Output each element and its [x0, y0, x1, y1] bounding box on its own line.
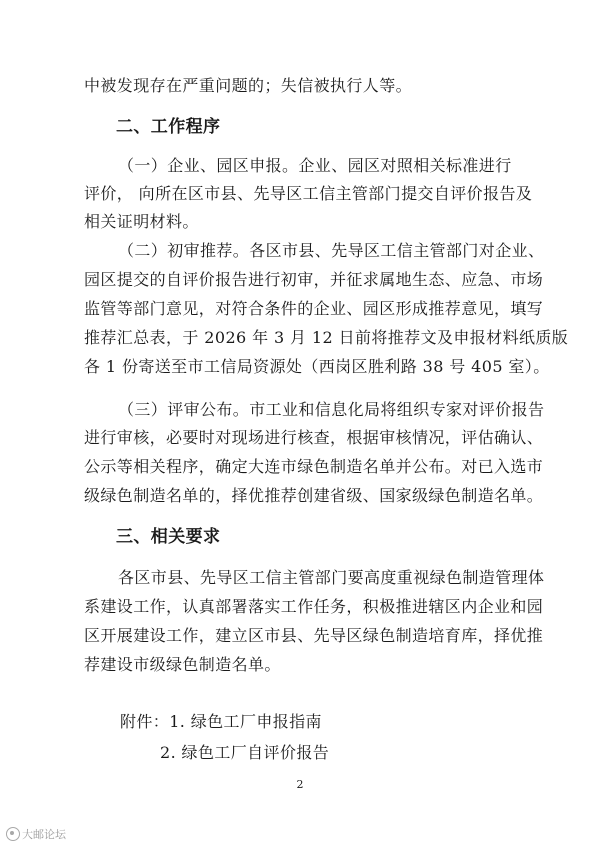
- text-line: （一）企业、园区申报。企业、园区对照相关标准进行: [118, 156, 512, 175]
- text-line: 荐建设市级绿色制造名单。: [84, 655, 281, 674]
- text-line: 中被发现存在严重问题的；失信被执行人等。: [84, 76, 413, 95]
- section-heading-requirements: 三、相关要求: [116, 527, 221, 547]
- text-line: 推荐汇总表，于 2026 年 3 月 12 日前将推荐文及申报材料纸质版: [84, 328, 569, 347]
- text-line: 各区市县、先导区工信主管部门要高度重视绿色制造管理体: [118, 568, 545, 587]
- text-line: 公示等相关程序，确定大连市绿色制造名单并公布。对已入选市: [84, 457, 544, 476]
- text-line: （三）评审公布。市工业和信息化局将组织专家对评价报告: [118, 400, 545, 419]
- attachment-2: 2. 绿色工厂自评价报告: [160, 743, 330, 762]
- watermark: [6, 826, 66, 842]
- text-line: 评价， 向所在区市县、先导区工信主管部门提交自评价报告及: [84, 184, 533, 203]
- watermark-icon: [6, 827, 20, 841]
- text-line: 进行审核，必要时对现场进行核查，根据审核情况，评估确认、: [84, 428, 544, 447]
- attachment-1: 附件：1. 绿色工厂申报指南: [120, 712, 322, 731]
- text-line: 园区提交的自评价报告进行初审，并征求属地生态、应急、市场: [84, 270, 544, 289]
- watermark-text: 大邮论坛: [22, 828, 66, 841]
- text-line: （二）初审推荐。各区市县、先导区工信主管部门对企业、: [118, 241, 545, 260]
- page-number: 2: [296, 778, 304, 791]
- text-line: 相关证明材料。: [84, 212, 199, 231]
- text-line: 各 1 份寄送至市工信局资源处（西岗区胜利路 38 号 405 室）。: [84, 357, 550, 376]
- text-line: 监管等部门意见，对符合条件的企业、园区形成推荐意见，填写: [84, 299, 544, 318]
- text-line: 区开展建设工作，建立区市县、先导区绿色制造培育库，择优推: [84, 626, 544, 645]
- text-line: 系建设工作，认真部署落实工作任务，积极推进辖区内企业和园: [84, 597, 544, 616]
- text-line: 级绿色制造名单的，择优推荐创建省级、国家级绿色制造名单。: [84, 486, 544, 505]
- section-heading-procedure: 二、工作程序: [116, 117, 221, 137]
